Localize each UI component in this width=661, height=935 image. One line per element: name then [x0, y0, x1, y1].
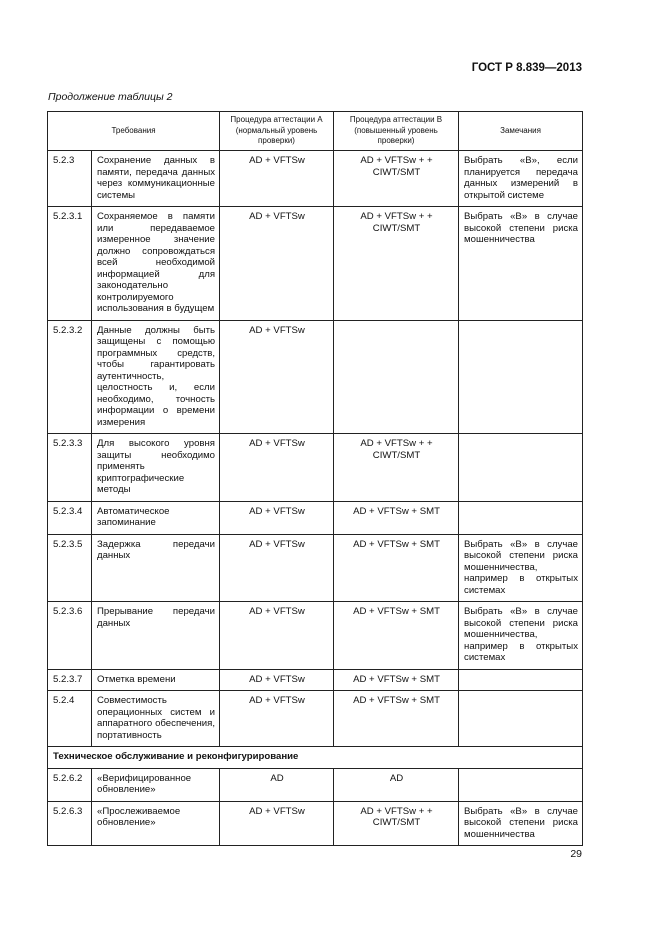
table-row — [48, 151, 583, 207]
row-procedure-b: AD + VFTSw + SMT — [334, 501, 459, 534]
row-requirement: Сохранение данных в памяти, передача данных через коммуникационные системы — [92, 151, 220, 207]
row-number: 5.2.6.2 — [48, 768, 92, 801]
row-number: 5.2.3.3 — [48, 434, 92, 502]
row-note: Выбрать «B» в случае высокой степени риска мошенничества, например в открытых системах — [459, 534, 583, 602]
table-row — [48, 501, 583, 534]
table-body — [48, 151, 583, 846]
requirements-table — [47, 111, 583, 846]
row-procedure-a: AD + VFTSw — [220, 151, 334, 207]
row-requirement: Задержка передачи данных — [92, 534, 220, 602]
table-caption: Продолжение таблицы 2 — [48, 91, 173, 103]
page-number: 29 — [570, 848, 582, 860]
table-row — [48, 602, 583, 670]
table-row — [48, 534, 583, 602]
row-requirement: Совместимость операционных систем и аппаратного обеспечения, портативность — [92, 691, 220, 747]
table-row — [48, 207, 583, 321]
row-procedure-b: AD + VFTSw + + CIWT/SMT — [334, 801, 459, 846]
row-requirement: «Верифицированное обновление» — [92, 768, 220, 801]
header-procedure-b: Процедура аттестации В (повышенный уровень проверки) — [334, 112, 459, 151]
row-number: 5.2.6.3 — [48, 801, 92, 846]
row-procedure-b: AD + VFTSw + SMT — [334, 691, 459, 747]
row-note: Выбрать «B» в случае высокой степени риска мошенничества, например в открытых системах — [459, 602, 583, 670]
header-procedure-a: Процедура аттестации А (нормальный уровень проверки) — [220, 112, 334, 151]
row-procedure-a: AD + VFTSw — [220, 207, 334, 321]
row-note — [459, 691, 583, 747]
document-code: ГОСТ Р 8.839—2013 — [471, 62, 582, 74]
row-requirement: Автоматическое запоминание — [92, 501, 220, 534]
row-number: 5.2.3.4 — [48, 501, 92, 534]
section-title: Техническое обслуживание и реконфигурирование — [48, 747, 583, 769]
row-number: 5.2.3.7 — [48, 669, 92, 691]
row-procedure-b: AD — [334, 768, 459, 801]
row-number: 5.2.3.2 — [48, 320, 92, 434]
row-note: Выбрать «B» в случае высокой степени риска мошенничества — [459, 801, 583, 846]
table-row — [48, 768, 583, 801]
row-procedure-b: AD + VFTSw + SMT — [334, 669, 459, 691]
row-number: 5.2.3.6 — [48, 602, 92, 670]
row-note — [459, 501, 583, 534]
row-procedure-a: AD + VFTSw — [220, 691, 334, 747]
row-number: 5.2.3 — [48, 151, 92, 207]
row-note — [459, 768, 583, 801]
table-header-row — [48, 112, 583, 151]
row-procedure-a: AD + VFTSw — [220, 320, 334, 434]
row-procedure-a: AD + VFTSw — [220, 801, 334, 846]
row-note: Выбрать «B», если планируется передача данных измерений в открытой системе — [459, 151, 583, 207]
row-number: 5.2.3.5 — [48, 534, 92, 602]
row-note: Выбрать «B» в случае высокой степени риска мошенничества — [459, 207, 583, 321]
header-requirements: Требования — [48, 112, 220, 151]
row-requirement: Прерывание передачи данных — [92, 602, 220, 670]
row-note — [459, 320, 583, 434]
row-requirement: «Прослеживаемое обновление» — [92, 801, 220, 846]
row-procedure-a: AD + VFTSw — [220, 534, 334, 602]
table-row — [48, 669, 583, 691]
row-procedure-b: AD + VFTSw + SMT — [334, 602, 459, 670]
row-procedure-a: AD — [220, 768, 334, 801]
row-procedure-b — [334, 320, 459, 434]
table-row — [48, 320, 583, 434]
row-number: 5.2.4 — [48, 691, 92, 747]
table-row — [48, 434, 583, 502]
row-procedure-a: AD + VFTSw — [220, 669, 334, 691]
table-row — [48, 801, 583, 846]
table-row — [48, 691, 583, 747]
header-notes: Замечания — [459, 112, 583, 151]
row-procedure-a: AD + VFTSw — [220, 434, 334, 502]
row-procedure-a: AD + VFTSw — [220, 602, 334, 670]
row-note — [459, 434, 583, 502]
row-procedure-a: AD + VFTSw — [220, 501, 334, 534]
row-note — [459, 669, 583, 691]
row-requirement: Отметка времени — [92, 669, 220, 691]
row-requirement: Для высокого уровня защиты необходимо применять криптографические методы — [92, 434, 220, 502]
row-procedure-b: AD + VFTSw + SMT — [334, 534, 459, 602]
row-requirement: Данные должны быть защищены с помощью программных средств, чтобы гарантировать аутентичность, целостность и, если необходимо, точность информации о времени измерения — [92, 320, 220, 434]
row-procedure-b: AD + VFTSw + + CIWT/SMT — [334, 151, 459, 207]
row-procedure-b: AD + VFTSw + + CIWT/SMT — [334, 434, 459, 502]
row-requirement: Сохраняемое в памяти или передаваемое измеренное значение должно сопровождаться всей необходимой информацией для законодательно контролируемого использования в будущем — [92, 207, 220, 321]
row-number: 5.2.3.1 — [48, 207, 92, 321]
row-procedure-b: AD + VFTSw + + CIWT/SMT — [334, 207, 459, 321]
section-row — [48, 747, 583, 769]
